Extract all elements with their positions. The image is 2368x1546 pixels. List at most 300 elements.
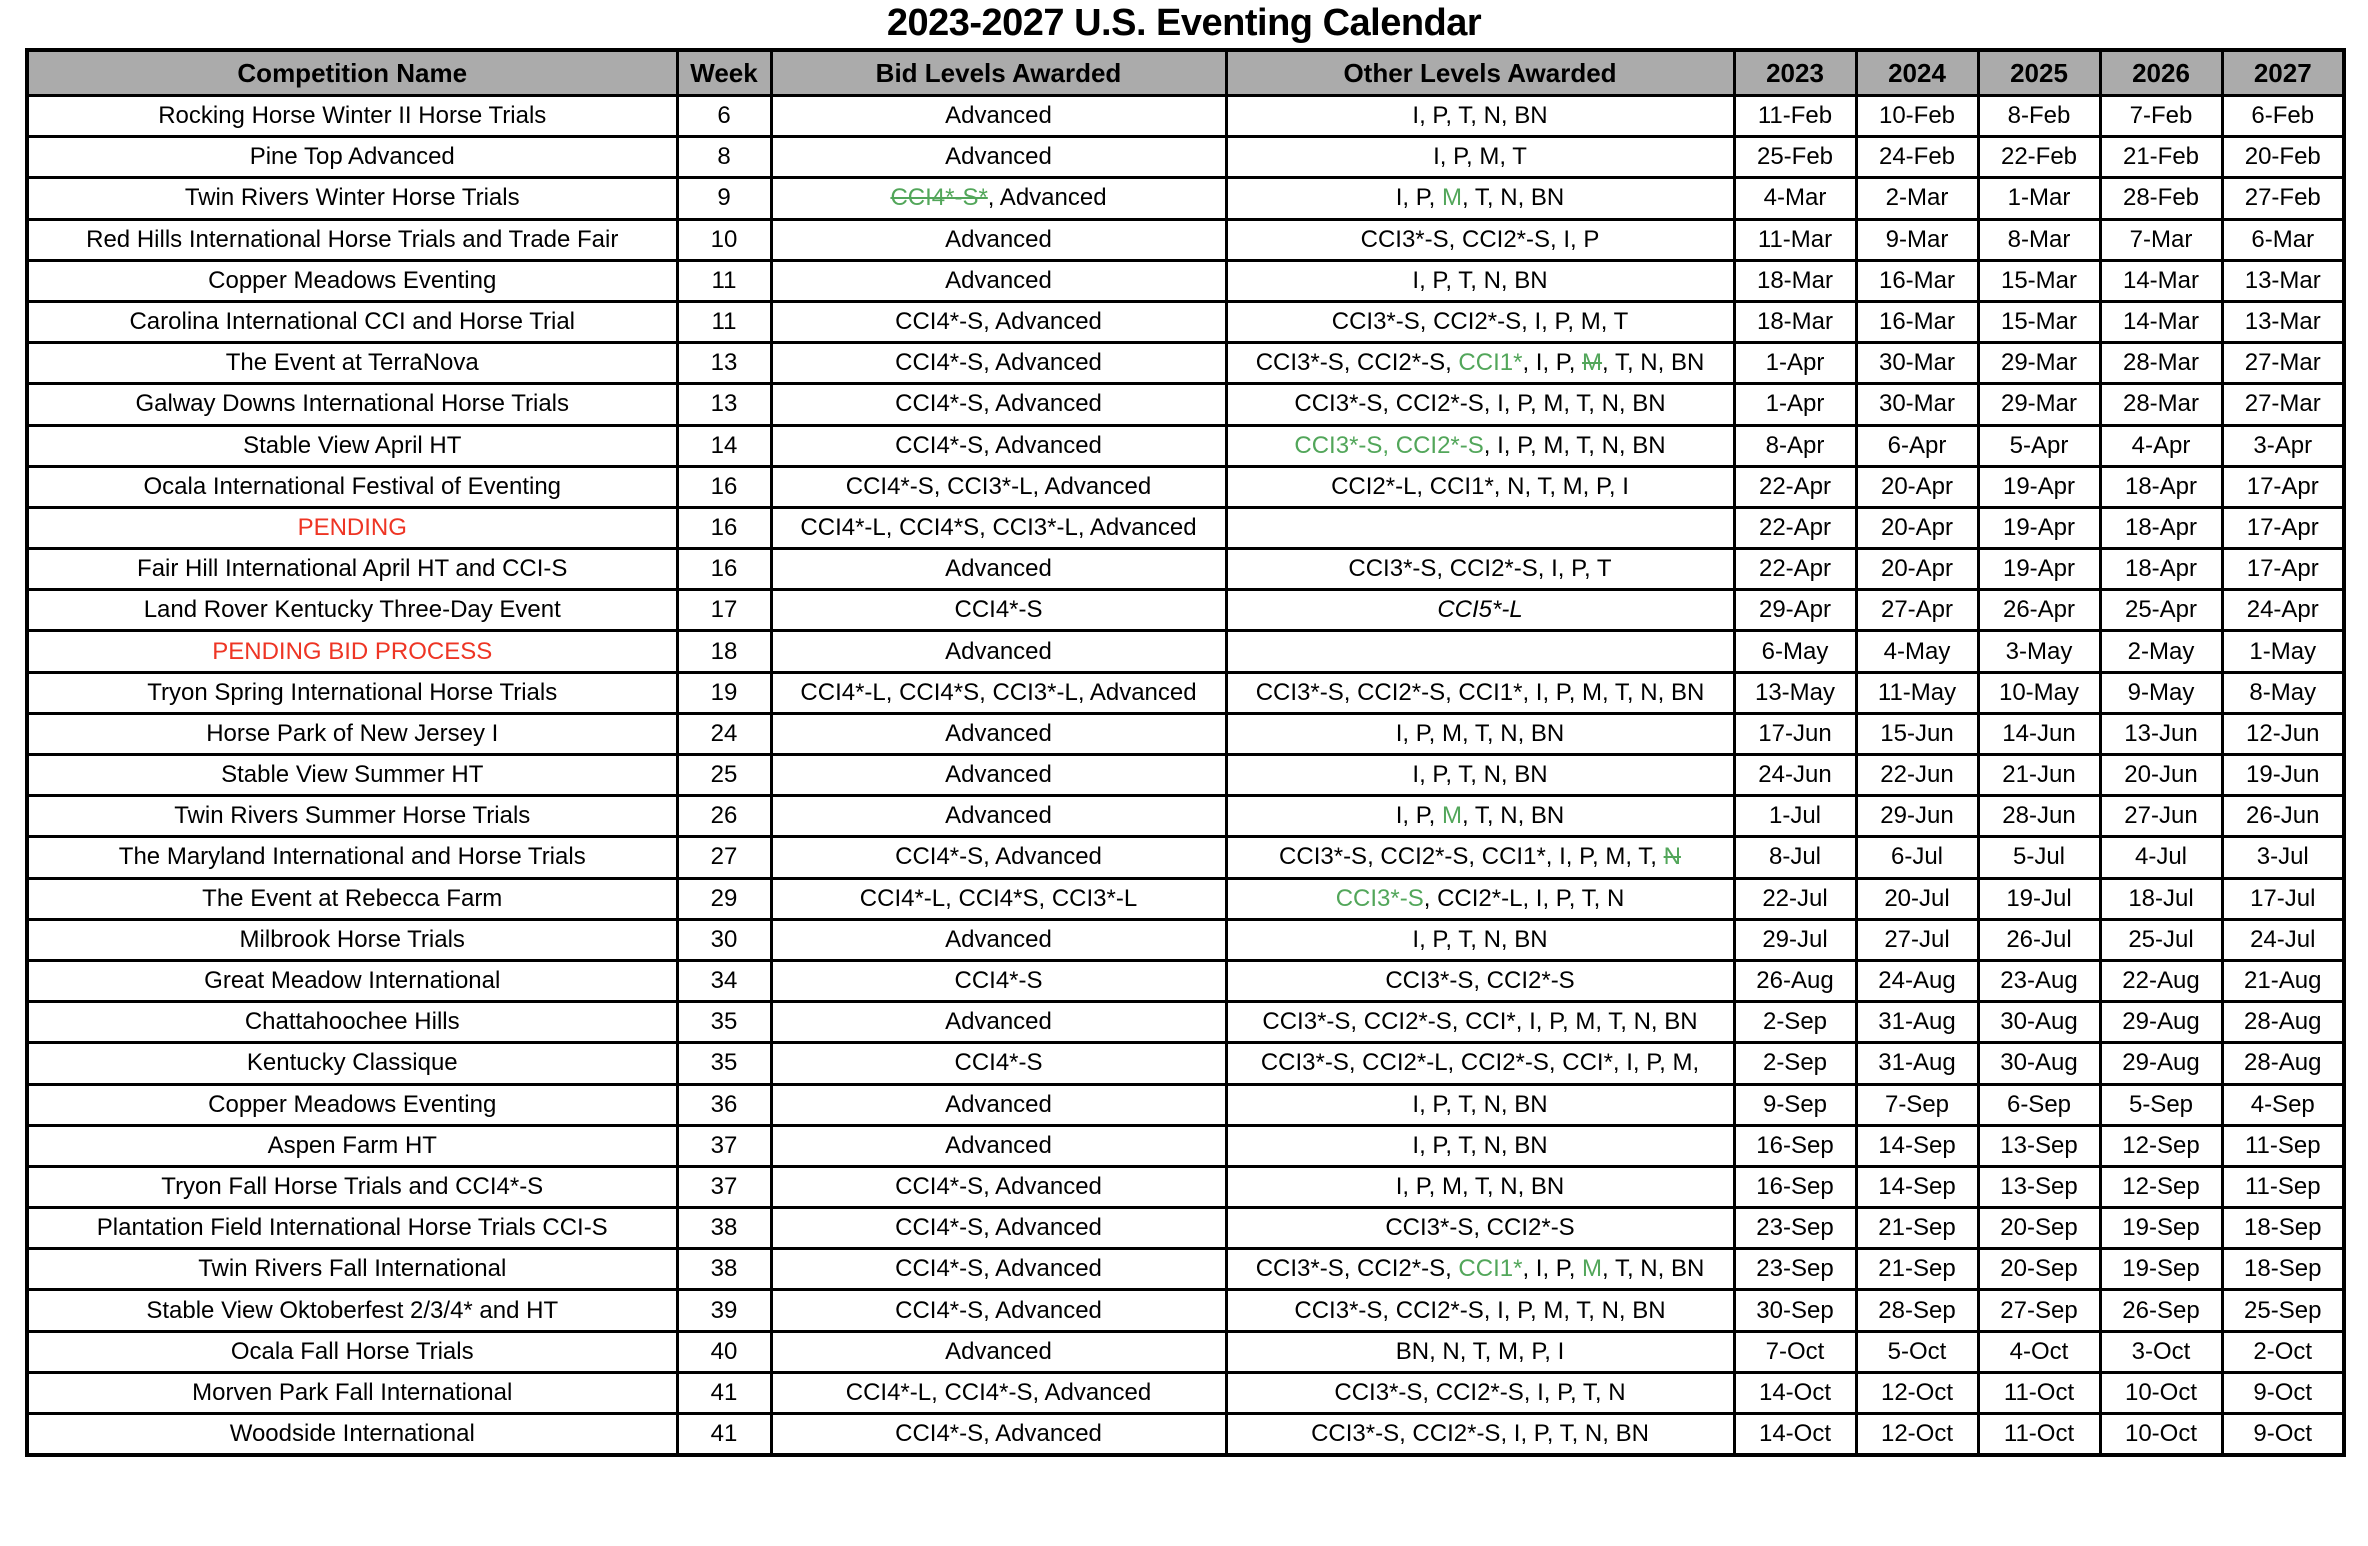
other-levels-cell: [1226, 755, 1734, 796]
table-row: [27, 960, 2344, 1001]
date-cell-2024: 14-Sep: [1856, 1166, 1978, 1207]
date-cell-2023: 6-May: [1734, 631, 1856, 672]
date-cell-2027: 3-Jul: [2222, 837, 2344, 878]
level-segment: CCI5*-L: [1437, 596, 1523, 624]
level-segment: CCI2*-L, CCI1*, N, T, M, P, I: [1331, 472, 1629, 500]
level-segment: I, P, M, T, N, BN: [1395, 1172, 1565, 1200]
level-segment: Advanced: [945, 1090, 1052, 1118]
level-segment: , T, N, BN: [1462, 802, 1565, 830]
date-cell-2026: 22-Aug: [2100, 960, 2222, 1001]
date-cell-2025: 8-Feb: [1978, 96, 2100, 137]
date-cell-2026: 14-Mar: [2100, 301, 2222, 342]
week-cell: 36: [677, 1084, 771, 1125]
date-cell-2024: 21-Sep: [1856, 1208, 1978, 1249]
date-cell-2023: 16-Sep: [1734, 1166, 1856, 1207]
level-segment: CCI4*-S, Advanced: [895, 843, 1102, 871]
competition-name-cell: Morven Park Fall International: [27, 1372, 677, 1413]
week-cell: 14: [677, 425, 771, 466]
column-header-2025: 2025: [1978, 50, 2100, 96]
level-segment: , T, N, BN: [1602, 349, 1705, 377]
other-levels-cell: [1226, 1290, 1734, 1331]
date-cell-2027: 13-Mar: [2222, 301, 2344, 342]
date-cell-2025: 29-Mar: [1978, 384, 2100, 425]
other-levels-cell: [1226, 796, 1734, 837]
date-cell-2025: 22-Feb: [1978, 137, 2100, 178]
date-cell-2027: 11-Sep: [2222, 1125, 2344, 1166]
table-row: [27, 796, 2344, 837]
bid-levels-cell: [771, 178, 1226, 219]
level-segment: , T, N, BN: [1602, 1255, 1705, 1283]
date-cell-2027: 17-Jul: [2222, 878, 2344, 919]
date-cell-2026: 28-Mar: [2100, 343, 2222, 384]
date-cell-2024: 4-May: [1856, 631, 1978, 672]
level-segment: I, P, M, T: [1433, 143, 1527, 171]
level-segment: Advanced: [945, 1008, 1052, 1036]
date-cell-2023: 25-Feb: [1734, 137, 1856, 178]
other-levels-cell: [1226, 713, 1734, 754]
competition-name-cell: Stable View Oktoberfest 2/3/4* and HT: [27, 1290, 677, 1331]
date-cell-2027: 6-Feb: [2222, 96, 2344, 137]
bid-levels-cell: [771, 1414, 1226, 1456]
level-segment: CCI4*-S, Advanced: [895, 1172, 1102, 1200]
bid-levels-cell: [771, 1125, 1226, 1166]
table-row: [27, 137, 2344, 178]
bid-levels-cell: [771, 384, 1226, 425]
level-segment: I, P, T, N, BN: [1412, 102, 1548, 130]
date-cell-2026: 10-Oct: [2100, 1372, 2222, 1413]
date-cell-2025: 4-Oct: [1978, 1331, 2100, 1372]
week-cell: 13: [677, 384, 771, 425]
competition-name-cell: PENDING: [27, 507, 677, 548]
week-cell: 19: [677, 672, 771, 713]
date-cell-2025: 3-May: [1978, 631, 2100, 672]
level-segment: CCI3*-S, CCI2*-S,: [1255, 349, 1459, 377]
level-segment: CCI4*-L, CCI4*-S, Advanced: [845, 1378, 1152, 1406]
date-cell-2023: 24-Jun: [1734, 755, 1856, 796]
week-cell: 16: [677, 507, 771, 548]
date-cell-2025: 11-Oct: [1978, 1372, 2100, 1413]
competition-name-cell: Pine Top Advanced: [27, 137, 677, 178]
level-segment: CCI4*-S, Advanced: [895, 1255, 1102, 1283]
bid-levels-cell: [771, 1290, 1226, 1331]
date-cell-2025: 10-May: [1978, 672, 2100, 713]
date-cell-2025: 8-Mar: [1978, 219, 2100, 260]
bid-levels-cell: [771, 96, 1226, 137]
level-segment: Advanced: [945, 637, 1052, 665]
other-levels-cell: [1226, 96, 1734, 137]
date-cell-2027: 9-Oct: [2222, 1414, 2344, 1456]
table-row: [27, 1043, 2344, 1084]
date-cell-2027: 19-Jun: [2222, 755, 2344, 796]
date-cell-2026: 29-Aug: [2100, 1043, 2222, 1084]
competition-name-cell: Stable View Summer HT: [27, 755, 677, 796]
column-header-bid-levels-awarded: Bid Levels Awarded: [771, 50, 1226, 96]
competition-name-cell: Twin Rivers Summer Horse Trials: [27, 796, 677, 837]
level-segment: Advanced: [945, 143, 1052, 171]
date-cell-2027: 18-Sep: [2222, 1249, 2344, 1290]
date-cell-2024: 20-Apr: [1856, 549, 1978, 590]
table-row: [27, 590, 2344, 631]
other-levels-cell: [1226, 1002, 1734, 1043]
level-segment: Advanced: [945, 925, 1052, 953]
date-cell-2023: 29-Apr: [1734, 590, 1856, 631]
week-cell: 16: [677, 549, 771, 590]
competition-name-cell: Twin Rivers Fall International: [27, 1249, 677, 1290]
other-levels-cell: [1226, 919, 1734, 960]
level-segment: Advanced: [945, 761, 1052, 789]
column-header-competition-name: Competition Name: [27, 50, 677, 96]
table-row: [27, 178, 2344, 219]
other-levels-cell: [1226, 1414, 1734, 1456]
date-cell-2027: 3-Apr: [2222, 425, 2344, 466]
competition-name-cell: Land Rover Kentucky Three-Day Event: [27, 590, 677, 631]
date-cell-2025: 30-Aug: [1978, 1002, 2100, 1043]
date-cell-2025: 1-Mar: [1978, 178, 2100, 219]
competition-name-cell: Tryon Spring International Horse Trials: [27, 672, 677, 713]
table-row: [27, 1331, 2344, 1372]
competition-name-cell: Milbrook Horse Trials: [27, 919, 677, 960]
table-row: [27, 1125, 2344, 1166]
date-cell-2024: 31-Aug: [1856, 1002, 1978, 1043]
column-header-2023: 2023: [1734, 50, 1856, 96]
date-cell-2023: 23-Sep: [1734, 1249, 1856, 1290]
week-cell: 11: [677, 260, 771, 301]
date-cell-2023: 4-Mar: [1734, 178, 1856, 219]
date-cell-2023: 8-Jul: [1734, 837, 1856, 878]
date-cell-2025: 19-Apr: [1978, 507, 2100, 548]
other-levels-cell: [1226, 137, 1734, 178]
table-row: [27, 343, 2344, 384]
level-segment: , CCI2*-L, I, P, T, N: [1423, 884, 1625, 912]
date-cell-2024: 10-Feb: [1856, 96, 1978, 137]
table-row: [27, 713, 2344, 754]
date-cell-2026: 28-Mar: [2100, 384, 2222, 425]
level-segment: M: [1582, 349, 1603, 377]
bid-levels-cell: [771, 1208, 1226, 1249]
bid-levels-cell: [771, 137, 1226, 178]
table-row: [27, 919, 2344, 960]
level-segment: CCI4*-S: [954, 1049, 1043, 1077]
date-cell-2023: 1-Apr: [1734, 384, 1856, 425]
level-segment: CCI3*-S, CCI2*-S, CCI1*, I, P, M, T, N, BN: [1255, 678, 1705, 706]
competition-name-cell: Twin Rivers Winter Horse Trials: [27, 178, 677, 219]
competition-name-cell: Ocala Fall Horse Trials: [27, 1331, 677, 1372]
level-segment: CCI3*-S, CCI2*-L, CCI2*-S, CCI*, I, P, M,: [1260, 1049, 1700, 1077]
date-cell-2024: 24-Feb: [1856, 137, 1978, 178]
calendar-table: [25, 48, 2346, 1457]
level-segment: CCI4*-S, Advanced: [895, 431, 1102, 459]
week-cell: 39: [677, 1290, 771, 1331]
other-levels-cell: [1226, 1084, 1734, 1125]
other-levels-cell: [1226, 1043, 1734, 1084]
date-cell-2023: 29-Jul: [1734, 919, 1856, 960]
date-cell-2025: 23-Aug: [1978, 960, 2100, 1001]
date-cell-2027: 17-Apr: [2222, 549, 2344, 590]
level-segment: CCI3*-S: [1335, 884, 1424, 912]
week-cell: 38: [677, 1208, 771, 1249]
bid-levels-cell: [771, 466, 1226, 507]
table-header: [27, 50, 2344, 96]
column-header-2024: 2024: [1856, 50, 1978, 96]
table-row: [27, 96, 2344, 137]
competition-name-cell: Woodside International: [27, 1414, 677, 1456]
date-cell-2023: 22-Apr: [1734, 549, 1856, 590]
level-segment: , I, P,: [1522, 1255, 1583, 1283]
date-cell-2023: 14-Oct: [1734, 1372, 1856, 1413]
date-cell-2027: 13-Mar: [2222, 260, 2344, 301]
other-levels-cell: [1226, 260, 1734, 301]
date-cell-2023: 11-Feb: [1734, 96, 1856, 137]
date-cell-2026: 13-Jun: [2100, 713, 2222, 754]
date-cell-2024: 9-Mar: [1856, 219, 1978, 260]
level-segment: CCI3*-S, CCI2*-S, CCI*, I, P, M, T, N, BN: [1262, 1008, 1698, 1036]
bid-levels-cell: [771, 1166, 1226, 1207]
competition-name-cell: Copper Meadows Eventing: [27, 1084, 677, 1125]
date-cell-2026: 29-Aug: [2100, 1002, 2222, 1043]
competition-name-cell: Plantation Field International Horse Trials CCI-S: [27, 1208, 677, 1249]
date-cell-2024: 11-May: [1856, 672, 1978, 713]
date-cell-2025: 15-Mar: [1978, 301, 2100, 342]
bid-levels-cell: [771, 219, 1226, 260]
date-cell-2025: 14-Jun: [1978, 713, 2100, 754]
level-segment: CCI3*-S, CCI2*-S, I, P, M, T, N, BN: [1294, 390, 1666, 418]
date-cell-2025: 26-Jul: [1978, 919, 2100, 960]
table-row: [27, 1290, 2344, 1331]
date-cell-2026: 28-Feb: [2100, 178, 2222, 219]
table-row: [27, 837, 2344, 878]
date-cell-2026: 10-Oct: [2100, 1414, 2222, 1456]
week-cell: 9: [677, 178, 771, 219]
table-row: [27, 878, 2344, 919]
date-cell-2026: 18-Apr: [2100, 549, 2222, 590]
date-cell-2024: 30-Mar: [1856, 343, 1978, 384]
week-cell: 8: [677, 137, 771, 178]
date-cell-2023: 14-Oct: [1734, 1414, 1856, 1456]
bid-levels-cell: [771, 1043, 1226, 1084]
bid-levels-cell: [771, 260, 1226, 301]
date-cell-2023: 22-Apr: [1734, 507, 1856, 548]
column-header-2027: 2027: [2222, 50, 2344, 96]
table-row: [27, 1002, 2344, 1043]
week-cell: 34: [677, 960, 771, 1001]
date-cell-2024: 7-Sep: [1856, 1084, 1978, 1125]
week-cell: 35: [677, 1002, 771, 1043]
table-row: [27, 1249, 2344, 1290]
date-cell-2027: 1-May: [2222, 631, 2344, 672]
date-cell-2027: 27-Feb: [2222, 178, 2344, 219]
level-segment: I, P, T, N, BN: [1412, 1131, 1548, 1159]
date-cell-2025: 19-Apr: [1978, 549, 2100, 590]
level-segment: , I, P, M, T, N, BN: [1483, 431, 1666, 459]
level-segment: CCI3*-S, CCI2*-S, I, P, T, N: [1334, 1378, 1626, 1406]
table-row: [27, 260, 2344, 301]
level-segment: CCI4*-S, Advanced: [895, 390, 1102, 418]
week-cell: 17: [677, 590, 771, 631]
bid-levels-cell: [771, 878, 1226, 919]
date-cell-2025: 15-Mar: [1978, 260, 2100, 301]
week-cell: 18: [677, 631, 771, 672]
table-row: [27, 507, 2344, 548]
competition-name-cell: Great Meadow International: [27, 960, 677, 1001]
date-cell-2027: 4-Sep: [2222, 1084, 2344, 1125]
table-row: [27, 219, 2344, 260]
bid-levels-cell: [771, 549, 1226, 590]
bid-levels-cell: [771, 713, 1226, 754]
level-segment: CCI4*-S, CCI3*-L, Advanced: [845, 472, 1152, 500]
other-levels-cell: [1226, 1372, 1734, 1413]
other-levels-cell: [1226, 301, 1734, 342]
other-levels-cell: [1226, 590, 1734, 631]
level-segment: CCI4*-L, CCI4*S, CCI3*-L, Advanced: [800, 513, 1197, 541]
date-cell-2026: 25-Apr: [2100, 590, 2222, 631]
date-cell-2026: 18-Apr: [2100, 466, 2222, 507]
level-segment: , I, P,: [1522, 349, 1583, 377]
competition-name-cell: Fair Hill International April HT and CCI-S: [27, 549, 677, 590]
level-segment: M: [1582, 1255, 1603, 1283]
level-segment: CCI4*-S: [954, 596, 1043, 624]
level-segment: CCI4*-S: [954, 967, 1043, 995]
date-cell-2025: 19-Apr: [1978, 466, 2100, 507]
week-cell: 35: [677, 1043, 771, 1084]
date-cell-2027: 21-Aug: [2222, 960, 2344, 1001]
date-cell-2023: 11-Mar: [1734, 219, 1856, 260]
table-row: [27, 1084, 2344, 1125]
competition-name-cell: The Maryland International and Horse Trials: [27, 837, 677, 878]
level-segment: CCI4*-S, Advanced: [895, 1296, 1102, 1324]
date-cell-2026: 2-May: [2100, 631, 2222, 672]
other-levels-cell: [1226, 960, 1734, 1001]
date-cell-2024: 6-Apr: [1856, 425, 1978, 466]
date-cell-2026: 20-Jun: [2100, 755, 2222, 796]
week-cell: 41: [677, 1414, 771, 1456]
date-cell-2027: 17-Apr: [2222, 466, 2344, 507]
date-cell-2024: 20-Apr: [1856, 507, 1978, 548]
level-segment: I, P,: [1395, 184, 1442, 212]
date-cell-2024: 20-Apr: [1856, 466, 1978, 507]
level-segment: I, P, T, N, BN: [1412, 761, 1548, 789]
level-segment: CCI1*: [1458, 349, 1523, 377]
level-segment: Advanced: [945, 102, 1052, 130]
other-levels-cell: [1226, 1331, 1734, 1372]
page-title: 2023-2027 U.S. Eventing Calendar: [886, 2, 1482, 44]
date-cell-2027: 18-Sep: [2222, 1208, 2344, 1249]
date-cell-2027: 17-Apr: [2222, 507, 2344, 548]
date-cell-2027: 11-Sep: [2222, 1166, 2344, 1207]
table-body: [27, 96, 2344, 1456]
date-cell-2025: 26-Apr: [1978, 590, 2100, 631]
level-segment: M: [1442, 802, 1462, 830]
other-levels-cell: [1226, 425, 1734, 466]
date-cell-2025: 21-Jun: [1978, 755, 2100, 796]
date-cell-2027: 24-Apr: [2222, 590, 2344, 631]
bid-levels-cell: [771, 837, 1226, 878]
competition-name-cell: Rocking Horse Winter II Horse Trials: [27, 96, 677, 137]
date-cell-2026: 9-May: [2100, 672, 2222, 713]
date-cell-2025: 11-Oct: [1978, 1414, 2100, 1456]
level-segment: Advanced: [945, 802, 1052, 830]
date-cell-2023: 23-Sep: [1734, 1208, 1856, 1249]
date-cell-2024: 27-Apr: [1856, 590, 1978, 631]
date-cell-2024: 28-Sep: [1856, 1290, 1978, 1331]
competition-name-cell: The Event at TerraNova: [27, 343, 677, 384]
level-segment: CCI4*-S*: [890, 184, 988, 212]
other-levels-cell: [1226, 549, 1734, 590]
bid-levels-cell: [771, 1002, 1226, 1043]
level-segment: CCI4*-L, CCI4*S, CCI3*-L: [859, 884, 1138, 912]
date-cell-2024: 5-Oct: [1856, 1331, 1978, 1372]
date-cell-2026: 18-Jul: [2100, 878, 2222, 919]
table-row: [27, 1166, 2344, 1207]
competition-name-cell: Ocala International Festival of Eventing: [27, 466, 677, 507]
date-cell-2023: 2-Sep: [1734, 1043, 1856, 1084]
date-cell-2026: 18-Apr: [2100, 507, 2222, 548]
date-cell-2026: 12-Sep: [2100, 1166, 2222, 1207]
week-cell: 37: [677, 1125, 771, 1166]
competition-name-cell: Chattahoochee Hills: [27, 1002, 677, 1043]
date-cell-2024: 27-Jul: [1856, 919, 1978, 960]
date-cell-2024: 20-Jul: [1856, 878, 1978, 919]
date-cell-2026: 4-Apr: [2100, 425, 2222, 466]
week-cell: 29: [677, 878, 771, 919]
bid-levels-cell: [771, 919, 1226, 960]
date-cell-2024: 30-Mar: [1856, 384, 1978, 425]
other-levels-cell: [1226, 384, 1734, 425]
date-cell-2026: 5-Sep: [2100, 1084, 2222, 1125]
level-segment: , T, N, BN: [1462, 184, 1565, 212]
week-cell: 30: [677, 919, 771, 960]
date-cell-2025: 29-Mar: [1978, 343, 2100, 384]
level-segment: CCI4*-S, Advanced: [895, 349, 1102, 377]
date-cell-2027: 28-Aug: [2222, 1043, 2344, 1084]
week-cell: 25: [677, 755, 771, 796]
bid-levels-cell: [771, 960, 1226, 1001]
date-cell-2027: 25-Sep: [2222, 1290, 2344, 1331]
level-segment: BN, N, T, M, P, I: [1395, 1337, 1565, 1365]
level-segment: I, P, T, N, BN: [1412, 1090, 1548, 1118]
date-cell-2025: 13-Sep: [1978, 1166, 2100, 1207]
level-segment: I, P, T, N, BN: [1412, 925, 1548, 953]
other-levels-cell: [1226, 1208, 1734, 1249]
date-cell-2026: 7-Mar: [2100, 219, 2222, 260]
other-levels-cell: [1226, 878, 1734, 919]
table-row: [27, 425, 2344, 466]
competition-name-cell: Aspen Farm HT: [27, 1125, 677, 1166]
week-cell: 16: [677, 466, 771, 507]
date-cell-2025: 20-Sep: [1978, 1249, 2100, 1290]
date-cell-2027: 12-Jun: [2222, 713, 2344, 754]
date-cell-2027: 27-Mar: [2222, 343, 2344, 384]
date-cell-2023: 16-Sep: [1734, 1125, 1856, 1166]
week-cell: 24: [677, 713, 771, 754]
table-row: [27, 631, 2344, 672]
other-levels-cell: [1226, 837, 1734, 878]
bid-levels-cell: [771, 796, 1226, 837]
column-header-week: Week: [677, 50, 771, 96]
column-header-2026: 2026: [2100, 50, 2222, 96]
date-cell-2026: 19-Sep: [2100, 1249, 2222, 1290]
competition-name-cell: Galway Downs International Horse Trials: [27, 384, 677, 425]
week-cell: 40: [677, 1331, 771, 1372]
level-segment: I, P, T, N, BN: [1412, 266, 1548, 294]
level-segment: CCI3*-S, CCI2*-S, I, P: [1360, 225, 1600, 253]
week-cell: 10: [677, 219, 771, 260]
table-row: [27, 1208, 2344, 1249]
date-cell-2023: 26-Aug: [1734, 960, 1856, 1001]
column-header-other-levels-awarded: Other Levels Awarded: [1226, 50, 1734, 96]
level-segment: CCI4*-S, Advanced: [895, 1214, 1102, 1242]
date-cell-2026: 21-Feb: [2100, 137, 2222, 178]
level-segment: CCI3*-S, CCI2*-S: [1385, 1214, 1575, 1242]
